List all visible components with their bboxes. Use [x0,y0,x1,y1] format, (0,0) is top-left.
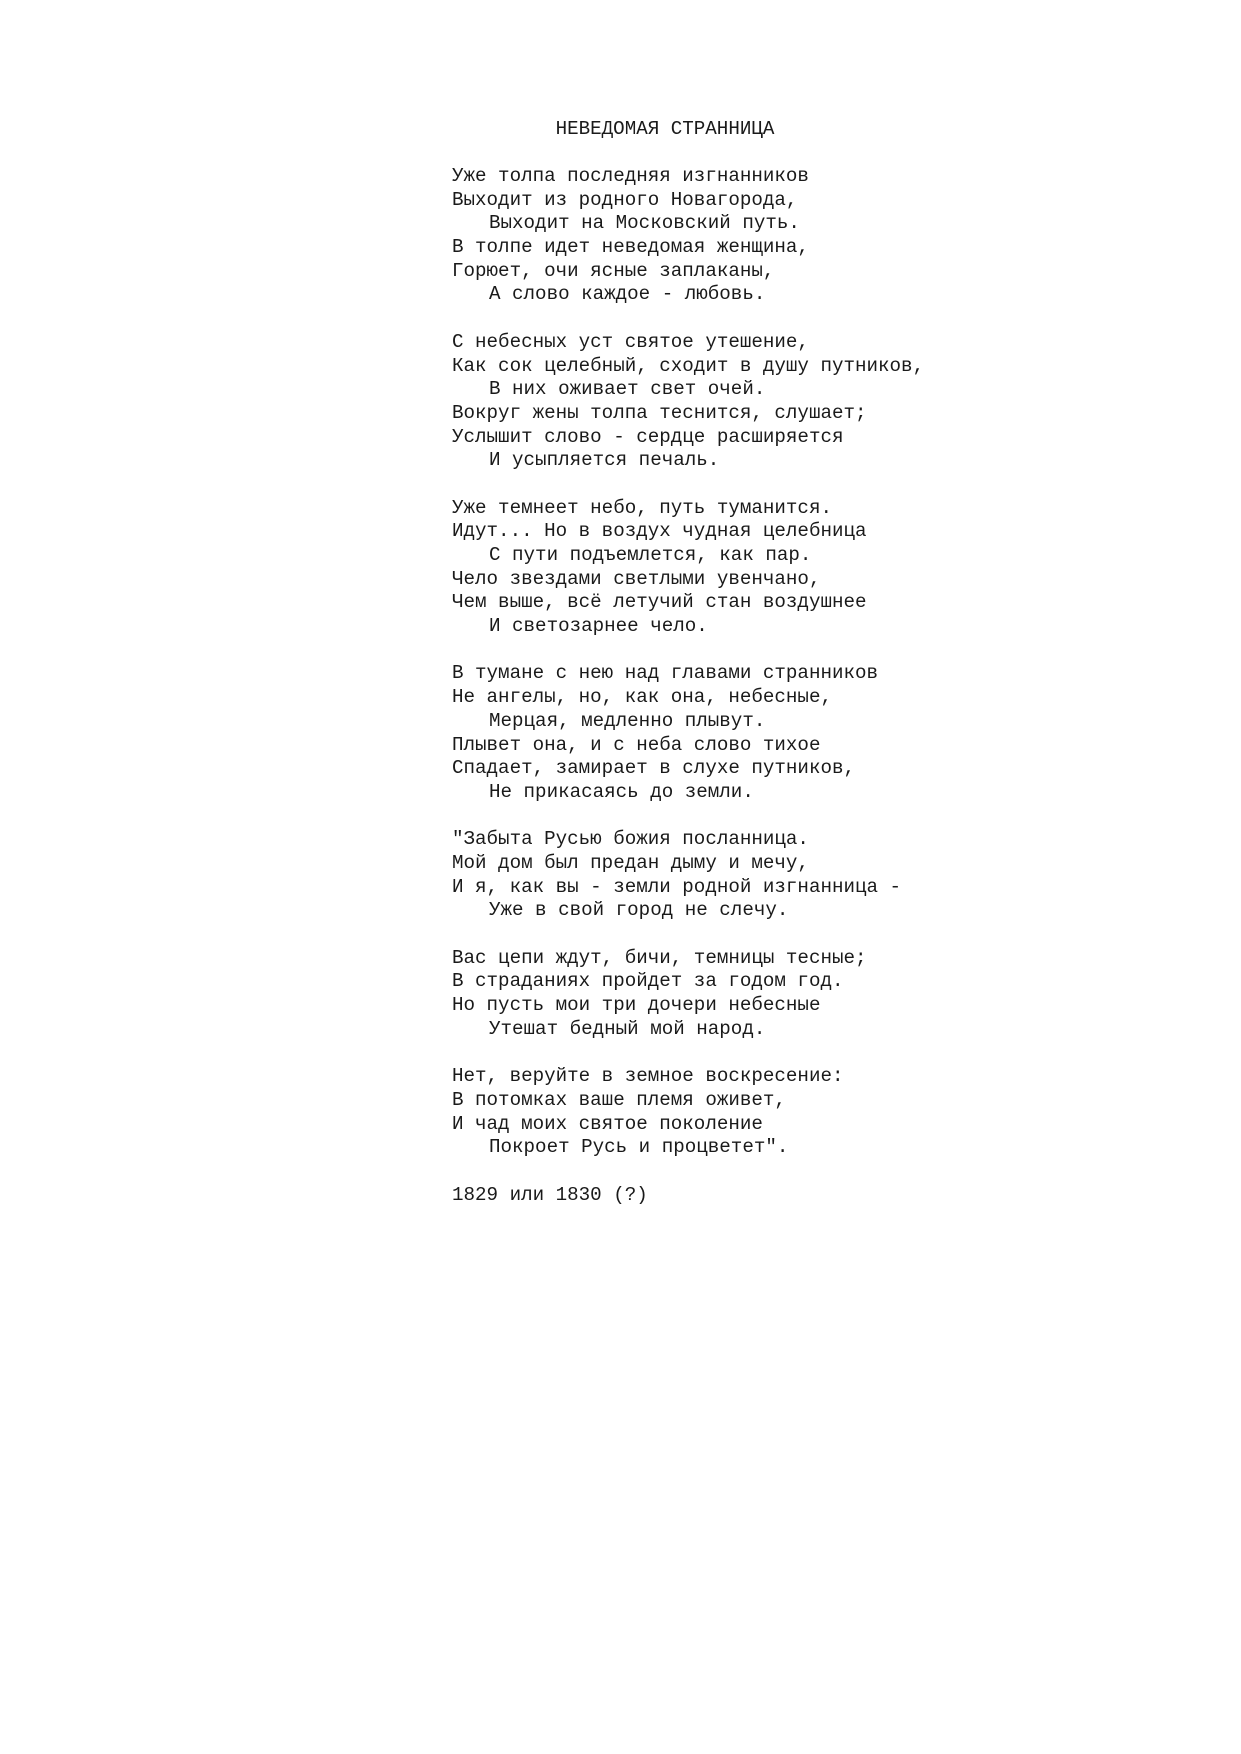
verse-line: Но пусть мои три дочери небесные [452,994,821,1017]
stanza-7 [452,1065,924,1160]
verse-line: Идут... Но в воздух чудная целебница [452,520,867,543]
verse-line-indented: А слово каждое - любовь. [489,283,766,306]
verse-line-indented: С пути подъемлется, как пар. [489,544,812,566]
verse-line: Вас цепи ждут, бичи, темницы тесные; [452,946,867,969]
verse-line: И чад моих святое поколение [452,1112,763,1135]
verse-line: Спадает, замирает в слухе путников, [452,757,856,780]
verse-line: Чело звездами светлыми увенчано, [452,567,821,590]
poem-body [452,165,924,1207]
stanza-1 [452,165,924,307]
verse-line: Выходит из родного Новагорода, [452,188,798,211]
verse-line: В толпе идет неведомая женщина, [452,236,809,259]
stanza-6 [452,947,924,1042]
poem-date: 1829 или 1830 (?) [452,1183,648,1206]
verse-line: Уже темнеет небо, путь туманится. [452,496,832,519]
verse-line: "Забыта Русью божия посланница. [452,828,809,851]
verse-line-indented: Мерцая, медленно плывут. [489,709,766,732]
stanza-2 [452,331,924,473]
verse-line: Уже толпа последняя изгнанников [452,165,809,187]
verse-line: В страданиях пройдет за годом год. [452,970,844,993]
verse-line: С небесных уст святое утешение, [452,330,809,353]
verse-line: Услышит слово - сердце расширяется [452,425,844,448]
stanza-5 [452,828,924,923]
verse-line: Горюет, очи ясные заплаканы, [452,259,775,282]
verse-line-indented: Покроет Русь и процветет". [489,1136,789,1159]
verse-line: И я, как вы - земли родной изгнанница - [452,875,902,898]
verse-line: Как сок целебный, сходит в душу путников, [452,354,925,377]
verse-line: В тумане с нею над главами странников [452,662,879,685]
poem-title: НЕВЕДОМАЯ СТРАННИЦА [555,118,775,140]
verse-line: Чем выше, всё летучий стан воздушнее [452,591,867,614]
stanza-4 [452,662,924,804]
verse-line: Нет, веруйте в земное воскресение: [452,1065,844,1088]
verse-line-indented: В них оживает свет очей. [489,378,766,401]
verse-line-indented: И светозарнее чело. [489,615,708,638]
verse-line: Вокруг жены толпа теснится, слушает; [452,401,867,424]
verse-line: В потомках ваше племя оживет, [452,1088,786,1111]
verse-line: Плывет она, и с неба слово тихое [452,733,821,756]
verse-line-indented: Уже в свой город не слечу. [489,899,789,922]
verse-line: Мой дом был предан дыму и мечу, [452,851,809,874]
verse-line-indented: Не прикасаясь до земли. [489,780,754,803]
stanza-3 [452,497,924,639]
verse-line-indented: И усыпляется печаль. [489,449,720,472]
verse-line: Не ангелы, но, как она, небесные, [452,686,832,709]
verse-line-indented: Выходит на Московский путь. [489,212,800,235]
verse-line-indented: Утешат бедный мой народ. [489,1017,766,1040]
